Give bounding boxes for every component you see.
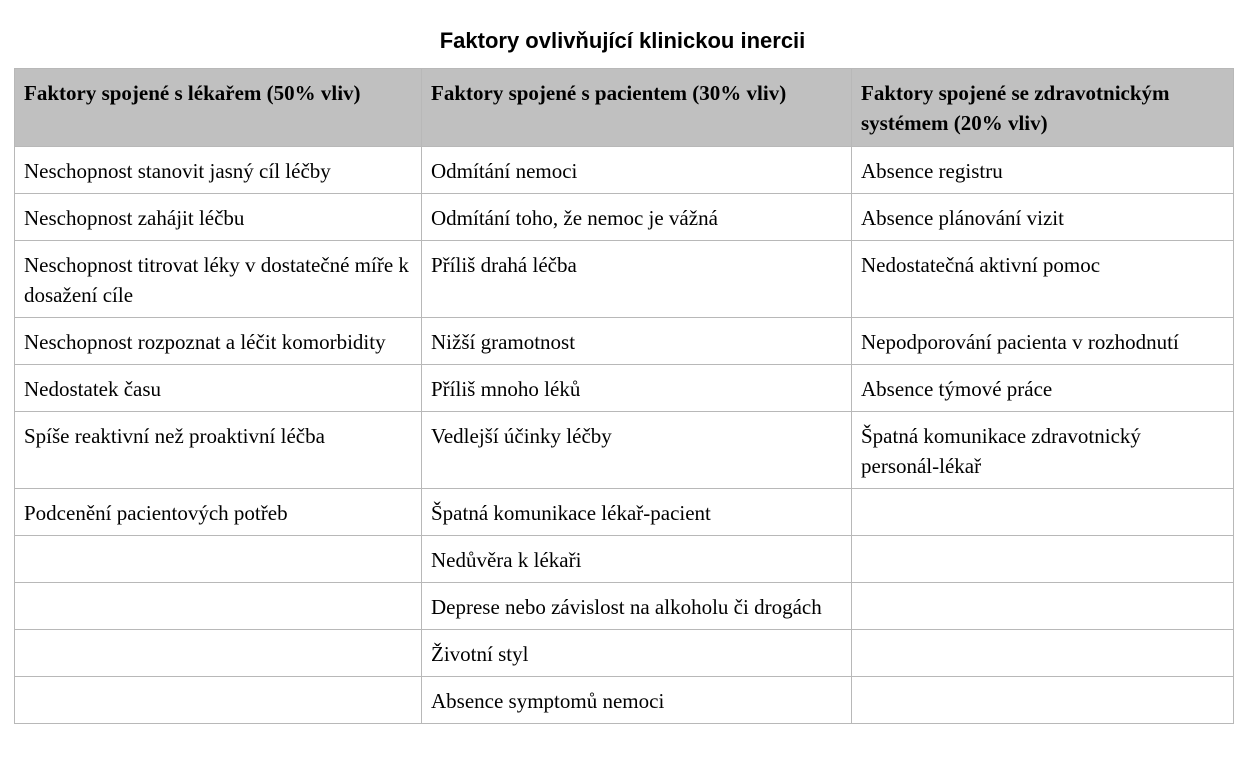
table-cell: Příliš drahá léčba bbox=[422, 241, 852, 318]
table-cell: Neschopnost stanovit jasný cíl léčby bbox=[15, 147, 422, 194]
table-cell bbox=[15, 677, 422, 724]
table-cell bbox=[852, 536, 1234, 583]
table-row bbox=[15, 365, 1234, 412]
factors-table bbox=[14, 68, 1234, 724]
table-cell: Špatná komunikace lékař-pacient bbox=[422, 489, 852, 536]
table-row bbox=[15, 583, 1234, 630]
table-cell: Spíše reaktivní než proaktivní léčba bbox=[15, 412, 422, 489]
table-header-row bbox=[15, 69, 1234, 147]
table-row bbox=[15, 147, 1234, 194]
header-patient-factors: Faktory spojené s pacientem (30% vliv) bbox=[422, 69, 852, 147]
page-title: Faktory ovlivňující klinickou inercii bbox=[439, 28, 806, 53]
table-cell: Deprese nebo závislost na alkoholu či drogách bbox=[422, 583, 852, 630]
header-physician-factors: Faktory spojené s lékařem (50% vliv) bbox=[15, 69, 422, 147]
table-row bbox=[15, 241, 1234, 318]
table-cell bbox=[852, 489, 1234, 536]
table-cell bbox=[15, 536, 422, 583]
table-cell: Nepodporování pacienta v rozhodnutí bbox=[852, 318, 1234, 365]
table-cell: Špatná komunikace zdravotnický personál-lékař bbox=[852, 412, 1234, 489]
table-cell: Neschopnost zahájit léčbu bbox=[15, 194, 422, 241]
table-cell: Absence registru bbox=[852, 147, 1234, 194]
table-row bbox=[15, 630, 1234, 677]
table-cell: Absence symptomů nemoci bbox=[422, 677, 852, 724]
table-row bbox=[15, 318, 1234, 365]
table-row bbox=[15, 489, 1234, 536]
table-row bbox=[15, 677, 1234, 724]
table-row bbox=[15, 412, 1234, 489]
header-healthcare-system-factors: Faktory spojené se zdravotnickým systémem (20% vliv) bbox=[852, 69, 1234, 147]
table-cell bbox=[852, 630, 1234, 677]
table-cell: Odmítání toho, že nemoc je vážná bbox=[422, 194, 852, 241]
table-cell: Příliš mnoho léků bbox=[422, 365, 852, 412]
table-cell bbox=[852, 677, 1234, 724]
table-cell: Nižší gramotnost bbox=[422, 318, 852, 365]
table-row bbox=[15, 194, 1234, 241]
table-cell: Neschopnost rozpoznat a léčit komorbidity bbox=[15, 318, 422, 365]
table-cell: Nedostatek času bbox=[15, 365, 422, 412]
table-row bbox=[15, 536, 1234, 583]
table-cell: Životní styl bbox=[422, 630, 852, 677]
table-cell: Vedlejší účinky léčby bbox=[422, 412, 852, 489]
table-cell bbox=[852, 583, 1234, 630]
table-cell: Odmítání nemoci bbox=[422, 147, 852, 194]
table-cell bbox=[15, 630, 422, 677]
table-cell: Absence týmové práce bbox=[852, 365, 1234, 412]
table-cell: Podcenění pacientových potřeb bbox=[15, 489, 422, 536]
table-cell: Neschopnost titrovat léky v dostatečné míře k dosažení cíle bbox=[15, 241, 422, 318]
table-cell: Nedostatečná aktivní pomoc bbox=[852, 241, 1234, 318]
table-cell: Absence plánování vizit bbox=[852, 194, 1234, 241]
table-cell: Nedůvěra k lékaři bbox=[422, 536, 852, 583]
table-cell bbox=[15, 583, 422, 630]
